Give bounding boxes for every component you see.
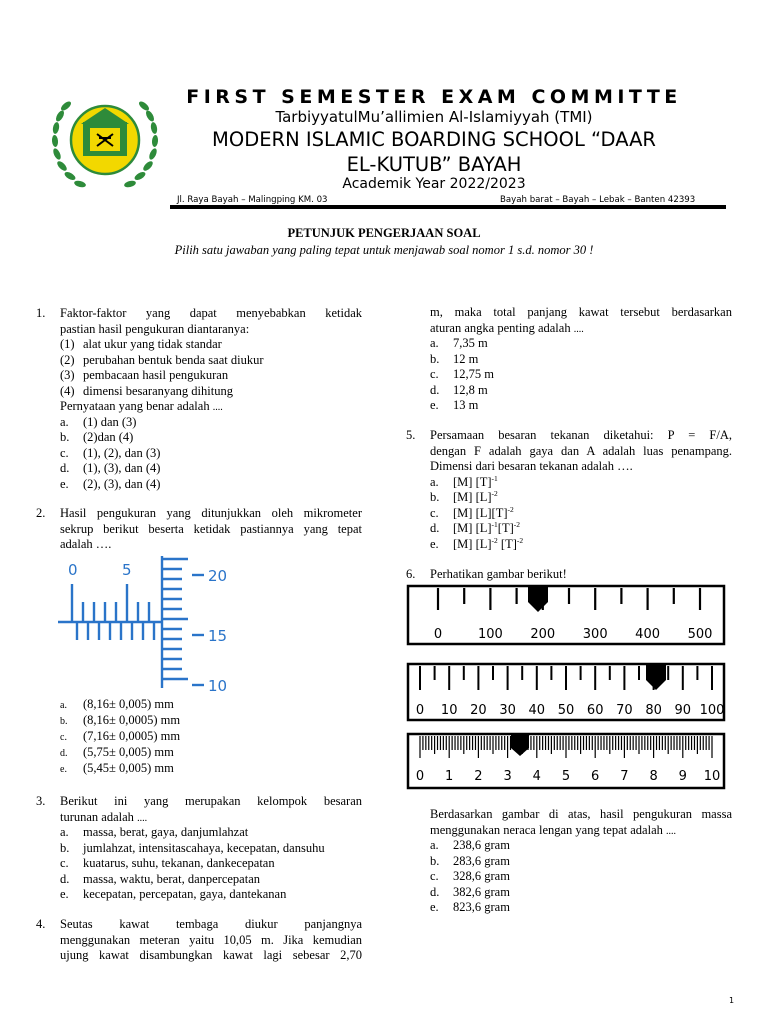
micrometer-thimble-label: 20 — [208, 567, 228, 585]
question-text-line — [430, 823, 676, 840]
option-label: d. — [60, 871, 70, 886]
option-d[interactable]: 12,8 m — [453, 382, 488, 397]
scale-label: 500 — [687, 627, 713, 642]
option-e[interactable]: (2), (3), dan (4) — [83, 476, 161, 491]
scale-label: 7 — [620, 769, 629, 784]
question-statement — [60, 399, 223, 416]
question-number: 2. — [36, 506, 46, 520]
option-a[interactable]: massa, berat, gaya, danjumlahzat — [83, 825, 249, 839]
scale-label: 300 — [582, 627, 608, 642]
exponent: -2 — [507, 504, 514, 514]
option-b[interactable]: 12 m — [453, 351, 479, 366]
option-label: a. — [60, 700, 67, 711]
scale-label: 2 — [474, 769, 483, 784]
dimension-text: [T] — [497, 536, 517, 551]
scale-label: 5 — [561, 769, 571, 784]
question-4-continued — [406, 305, 732, 417]
micrometer-figure — [58, 556, 248, 692]
option-c[interactable] — [453, 506, 514, 522]
option-label: e. — [430, 536, 439, 551]
question-dots: .... — [666, 825, 676, 837]
question-number: 3. — [36, 794, 46, 808]
scale-label: 0 — [415, 703, 425, 718]
school-name — [50, 127, 768, 177]
question-text-line: menggunakan meteran yaitu 10,05 m. Jika kemudian — [60, 932, 362, 947]
dimension-text: [M] [L] — [453, 521, 492, 535]
scale-label: 0 — [415, 769, 425, 784]
scale-label: 400 — [635, 627, 661, 642]
option-e[interactable]: 823,6 gram — [453, 900, 510, 914]
option-label: c. — [430, 367, 439, 381]
option-a[interactable]: (1) dan (3) — [83, 414, 137, 429]
question-text-line: adalah …. — [60, 537, 112, 551]
instructions-title: PETUNJUK PENGERJAAN SOAL — [287, 226, 481, 240]
option-label: c. — [60, 445, 69, 460]
exponent: -2 — [491, 488, 498, 498]
question-5 — [406, 428, 732, 554]
question-text-line: Persamaan besaran tekanan diketahui: P = F/A, — [430, 428, 732, 442]
question-text: turunan adalah — [60, 809, 134, 824]
statement-text: Pernyataan yang benar adalah — [60, 399, 210, 413]
question-text-line: sekrup berikut beserta ketidak pastiannya yang tepat — [60, 521, 362, 536]
option-label: e. — [60, 764, 67, 775]
option-e[interactable]: kecepatan, percepatan, gaya, dantekanan — [83, 887, 287, 901]
option-label: a. — [60, 825, 69, 839]
instructions-subtitle: Pilih satu jawaban yang paling tepat untuk menjawab soal nomor 1 s.d. nomor 30 ! — [174, 243, 594, 257]
committee-title: FIRST SEMESTER EXAM COMMITTE — [186, 86, 682, 108]
option-b[interactable]: (2)dan (4) — [83, 430, 134, 444]
list-item: dimensi besaranyang dihitung — [83, 383, 233, 398]
exponent: -1 — [491, 473, 498, 483]
scale-label: 9 — [678, 769, 687, 784]
question-1 — [36, 306, 362, 496]
question-dots: .... — [137, 812, 148, 824]
question-text: menggunakan neraca lengan yang tepat adalah — [430, 822, 663, 837]
question-text-line: Hasil pengukuran yang ditunjukkan oleh mikrometer — [60, 506, 362, 520]
option-c[interactable]: (1), (2), dan (3) — [83, 445, 161, 460]
scale-label: 200 — [530, 627, 556, 642]
balance-scale-figure — [406, 584, 726, 790]
micrometer-main-label: 5 — [122, 561, 132, 579]
option-label: e. — [60, 887, 69, 901]
school-name-line2: EL-KUTUB” BAYAH — [346, 153, 522, 176]
scale-label: 70 — [616, 703, 633, 718]
exponent: -1 — [491, 519, 498, 529]
option-label: c. — [60, 732, 67, 743]
scale-label: 3 — [503, 769, 512, 784]
dimension-text: [T] — [497, 521, 514, 535]
page-number: 1 — [729, 996, 735, 1005]
option-e[interactable] — [453, 537, 523, 553]
option-label: e. — [430, 398, 439, 412]
option-c[interactable]: kuatarus, suhu, tekanan, dankecepatan — [83, 856, 275, 870]
option-d[interactable]: (5,75± 0,005) mm — [83, 745, 174, 759]
option-label: d. — [430, 884, 440, 899]
option-label: d. — [60, 748, 68, 759]
dimension-text: [M] [T] — [453, 474, 492, 489]
option-label: c. — [430, 869, 439, 883]
scale-label: 100 — [477, 627, 503, 642]
header-divider — [170, 205, 726, 209]
option-label: c. — [60, 856, 69, 870]
question-3 — [36, 794, 362, 906]
option-e[interactable]: 13 m — [453, 398, 479, 412]
question-text: aturan angka penting adalah — [430, 320, 571, 335]
question-text-line: pastian hasil pengukuran diantaranya: — [60, 321, 250, 336]
scale-label: 10 — [440, 703, 458, 718]
option-c[interactable]: (7,16± 0,0005) mm — [83, 729, 181, 743]
question-2 — [36, 506, 362, 781]
option-label: a. — [430, 336, 439, 350]
option-c[interactable]: 328,6 gram — [453, 869, 510, 883]
dimension-text: [M] [L] — [453, 536, 492, 551]
scale-label: 1 — [445, 769, 454, 784]
option-c[interactable]: 12,75 m — [453, 367, 494, 381]
option-label: e. — [430, 900, 439, 914]
question-text-line: Berikut ini yang merupakan kelompok besaran — [60, 794, 362, 808]
option-a[interactable] — [453, 475, 498, 491]
list-item: pembacaan hasil pengukuran — [83, 368, 229, 382]
scale-label: 100 — [699, 703, 725, 718]
option-label: d. — [430, 382, 440, 397]
scale-label: 90 — [674, 703, 692, 718]
scale-label: 20 — [470, 703, 487, 718]
option-label: a. — [430, 474, 439, 489]
option-a[interactable]: 238,6 gram — [453, 838, 510, 852]
question-number: 5. — [406, 428, 416, 442]
school-name-line1: MODERN ISLAMIC BOARDING SCHOOL “DAAR — [212, 128, 656, 151]
scale-label: 6 — [591, 769, 600, 784]
question-text-line: Faktor-faktor yang dapat menyebabkan ketidak — [60, 306, 362, 320]
question-text-line: Berdasarkan gambar di atas, hasil pengukuran massa — [430, 807, 732, 821]
dimension-text: [M] [L][T] — [453, 505, 508, 520]
exponent: -2 — [491, 535, 498, 545]
option-label: b. — [430, 853, 440, 868]
micrometer-thimble-label: 15 — [208, 627, 228, 645]
scale-label: 4 — [532, 769, 541, 784]
question-text-line: m, maka total panjang kawat tersebut berdasarkan — [430, 305, 732, 319]
option-label: c. — [430, 505, 439, 520]
question-number: 6. — [406, 567, 416, 581]
list-item-number: (4) — [60, 383, 75, 398]
list-item-number: (3) — [60, 368, 75, 382]
question-number: 4. — [36, 917, 46, 931]
option-b[interactable] — [453, 490, 498, 506]
list-item-number: (1) — [60, 337, 75, 351]
exponent: -2 — [516, 535, 524, 545]
scale-label: 40 — [528, 703, 546, 718]
option-label: b. — [60, 430, 70, 444]
question-text-line — [430, 321, 584, 338]
scale-label: 80 — [645, 703, 662, 718]
option-label: d. — [60, 461, 70, 475]
scale-label: 8 — [649, 769, 658, 784]
option-label: b. — [430, 490, 440, 504]
option-label: a. — [60, 414, 69, 429]
question-dots: .... — [573, 323, 584, 335]
option-b[interactable]: (8,16± 0,0005) mm — [83, 713, 181, 727]
exponent: -2 — [513, 519, 520, 529]
scale-label: 60 — [586, 703, 604, 718]
option-label: b. — [60, 840, 70, 855]
scale-label: 0 — [433, 627, 443, 642]
scale-label: 30 — [499, 703, 516, 718]
option-e[interactable]: (5,45± 0,005) mm — [83, 761, 174, 775]
list-item-number: (2) — [60, 352, 75, 367]
micrometer-main-label: 0 — [68, 561, 78, 579]
question-text-line — [60, 810, 147, 827]
scale-label: 50 — [557, 703, 575, 718]
option-b[interactable]: 283,6 gram — [453, 853, 510, 868]
option-a[interactable]: 7,35 m — [453, 336, 488, 350]
option-label: a. — [430, 838, 439, 852]
option-d[interactable]: 382,6 gram — [453, 884, 510, 899]
question-text-line: Seutas kawat tembaga diukur panjangnya — [60, 917, 362, 931]
option-label: b. — [430, 351, 440, 366]
option-label: d. — [430, 521, 440, 535]
micrometer-thimble-label: 10 — [208, 677, 228, 692]
list-item: perubahan bentuk benda saat diukur — [83, 352, 264, 367]
option-b[interactable]: jumlahzat, intensitascahaya, kecepatan, dansuhu — [83, 840, 325, 855]
address-right: Bayah barat – Bayah – Lebak – Banten 42393 — [500, 195, 696, 205]
scale-label: 10 — [703, 769, 721, 784]
option-d[interactable]: massa, waktu, berat, danpercepatan — [83, 871, 261, 886]
statement-dots: .... — [212, 402, 223, 413]
organization-name: TarbiyyatulMu’allimien Al-Islamiyyah (TMI) — [275, 108, 593, 126]
option-d[interactable] — [453, 521, 520, 537]
academic-year: Academik Year 2022/2023 — [342, 176, 526, 192]
address-left: Jl. Raya Bayah – Malingping KM. 03 — [177, 195, 328, 205]
question-text-line: ujung kawat disambungkan kawat lagi sebesar 2,70 — [60, 948, 362, 962]
question-text-line: Dimensi dari besaran tekanan adalah …. — [430, 459, 633, 473]
question-number: 1. — [36, 306, 46, 320]
option-d[interactable]: (1), (3), dan (4) — [83, 461, 161, 475]
option-a[interactable]: (8,16± 0,005) mm — [83, 697, 174, 711]
question-4 — [36, 917, 362, 967]
question-text-line: dengan F adalah gaya dan A adalah luas penampang. — [430, 443, 732, 458]
option-label: e. — [60, 476, 69, 491]
question-6-continued — [406, 807, 732, 919]
option-label: b. — [60, 716, 68, 727]
list-item: alat ukur yang tidak standar — [83, 337, 222, 351]
question-text-line: Perhatikan gambar berikut! — [430, 567, 567, 581]
scale-beam-1 — [408, 586, 724, 644]
dimension-text: [M] [L] — [453, 490, 492, 504]
